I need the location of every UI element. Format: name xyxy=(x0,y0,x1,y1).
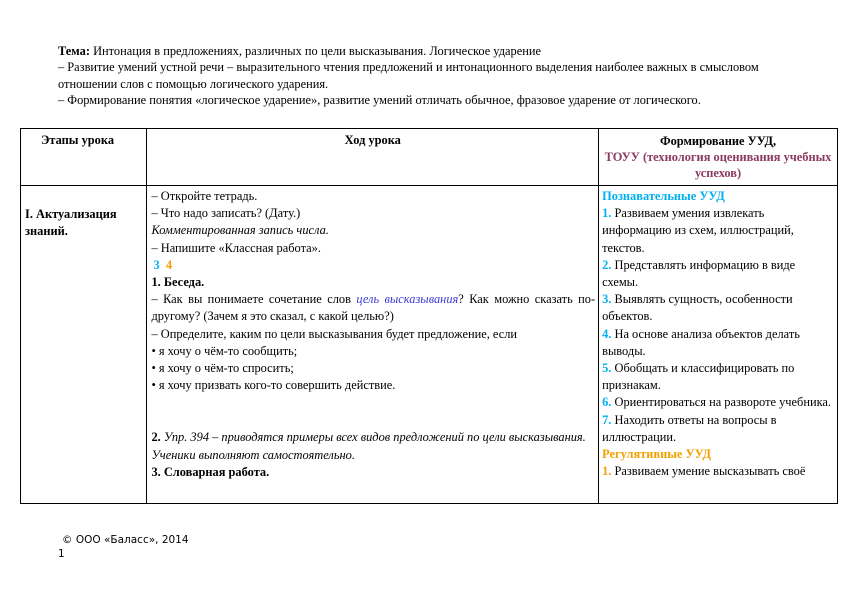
uud-item xyxy=(602,394,834,411)
uud-item-text: Находить ответы на вопросы в иллюстрации. xyxy=(602,412,777,444)
question-text: ? Как можно сказать по-другому? (Зачем я это сказал, с какой целью?) xyxy=(151,292,596,324)
uud-item xyxy=(602,412,834,446)
uud-item-number: 6. xyxy=(602,395,612,410)
uud-item-number: 1. xyxy=(602,206,612,221)
uud-header-title: Формирование УУД, xyxy=(659,134,777,148)
topic-label: Тема: xyxy=(58,44,90,58)
exercise-number: 2. xyxy=(151,430,161,445)
exercise-note: Ученики выполняют самостоятельно. xyxy=(151,447,355,462)
uud-item-number: 1. xyxy=(602,464,612,479)
slide-marker-3: 3 xyxy=(153,257,160,272)
lesson-line: – Откройте тетрадь. xyxy=(151,189,258,203)
uud-item-text: Представлять информацию в виде схемы. xyxy=(602,257,796,290)
lesson-table xyxy=(20,128,838,504)
uud-item-number: 4. xyxy=(602,326,612,341)
uud-item-number: 3. xyxy=(602,292,612,307)
goal-2: – Формирование понятия «логическое ударение», развитие умений отличать обычное, фразовое ударение от логического. xyxy=(58,93,701,108)
col-header-lesson-flow: Ход урока xyxy=(147,129,599,186)
lesson-line: – Что надо записать? (Дату.) xyxy=(151,206,301,221)
exercise-line xyxy=(151,429,595,446)
question-text: – Как вы понимаете сочетание слов xyxy=(151,292,357,307)
copyright-footer: © ООО «Баласс», 2014 xyxy=(62,534,189,546)
uud-item-text: Обобщать и классифицировать по признакам. xyxy=(602,361,795,393)
touu-subheader: ТОУУ (технология оценивания учебных успехов) xyxy=(604,150,832,180)
list-item: • я хочу о чём-то сообщить; xyxy=(151,343,298,358)
list-item: • я хочу о чём-то спросить; xyxy=(151,361,294,376)
list-item: • я хочу призвать кого-то совершить действие. xyxy=(151,378,396,393)
cognitive-uud-title: Познавательные УУД xyxy=(602,189,725,203)
uud-item xyxy=(602,326,834,360)
uud-item-text: Развиваем умения извлекать информацию из схем, иллюстраций, текстов. xyxy=(602,206,794,255)
page-number: 1 xyxy=(58,548,65,560)
lesson-line: – Определите, каким по цели высказывания будет предложение, если xyxy=(151,326,518,341)
table-row xyxy=(21,186,838,504)
slide-markers xyxy=(151,257,595,274)
topic-text: Интонация в предложениях, различных по цели высказывания. Логическое ударение xyxy=(89,44,541,58)
key-term: цель высказывания xyxy=(356,292,459,307)
uud-item xyxy=(602,291,834,325)
uud-item xyxy=(602,257,834,291)
col-header-uud xyxy=(599,129,838,186)
regulatory-uud-title: Регулятивные УУД xyxy=(602,447,711,462)
lesson-question xyxy=(151,291,595,325)
section-title: 3. Словарная работа. xyxy=(151,464,270,479)
lesson-flow-cell xyxy=(147,186,599,504)
exercise-text: Упр. 394 – приводятся примеры всех видов предложений по цели высказывания. xyxy=(160,430,586,445)
uud-cell xyxy=(599,186,838,504)
uud-item-text: На основе анализа объектов делать выводы. xyxy=(602,326,800,358)
stage-cell: I. Актуализация знаний. xyxy=(21,186,147,504)
table-header-row xyxy=(21,129,838,186)
uud-item-text: Ориентироваться на развороте учебника. xyxy=(611,395,832,410)
lesson-line: – Напишите «Классная работа». xyxy=(151,240,321,255)
slide-marker-4: 4 xyxy=(165,257,173,272)
lesson-header xyxy=(58,43,794,109)
uud-item-number: 7. xyxy=(602,412,612,427)
uud-item-number: 5. xyxy=(602,361,612,376)
uud-item xyxy=(602,463,834,480)
topic-line xyxy=(58,43,794,59)
col-header-stages: Этапы урока xyxy=(21,129,147,186)
section-title: 1. Беседа. xyxy=(151,275,205,290)
uud-item-text: Развиваем умение высказывать своё xyxy=(611,464,806,479)
uud-item xyxy=(602,360,834,394)
uud-item-text: Выявлять сущность, особенности объектов. xyxy=(602,292,793,324)
uud-item xyxy=(602,205,834,257)
goal-1: – Развитие умений устной речи – выразительного чтения предложений и интонационного выделения наиболее важных в смысловом отношении слов с помощью логического ударения. xyxy=(58,60,759,91)
lesson-line: Комментированная запись числа. xyxy=(151,223,329,238)
uud-item-number: 2. xyxy=(602,257,612,272)
